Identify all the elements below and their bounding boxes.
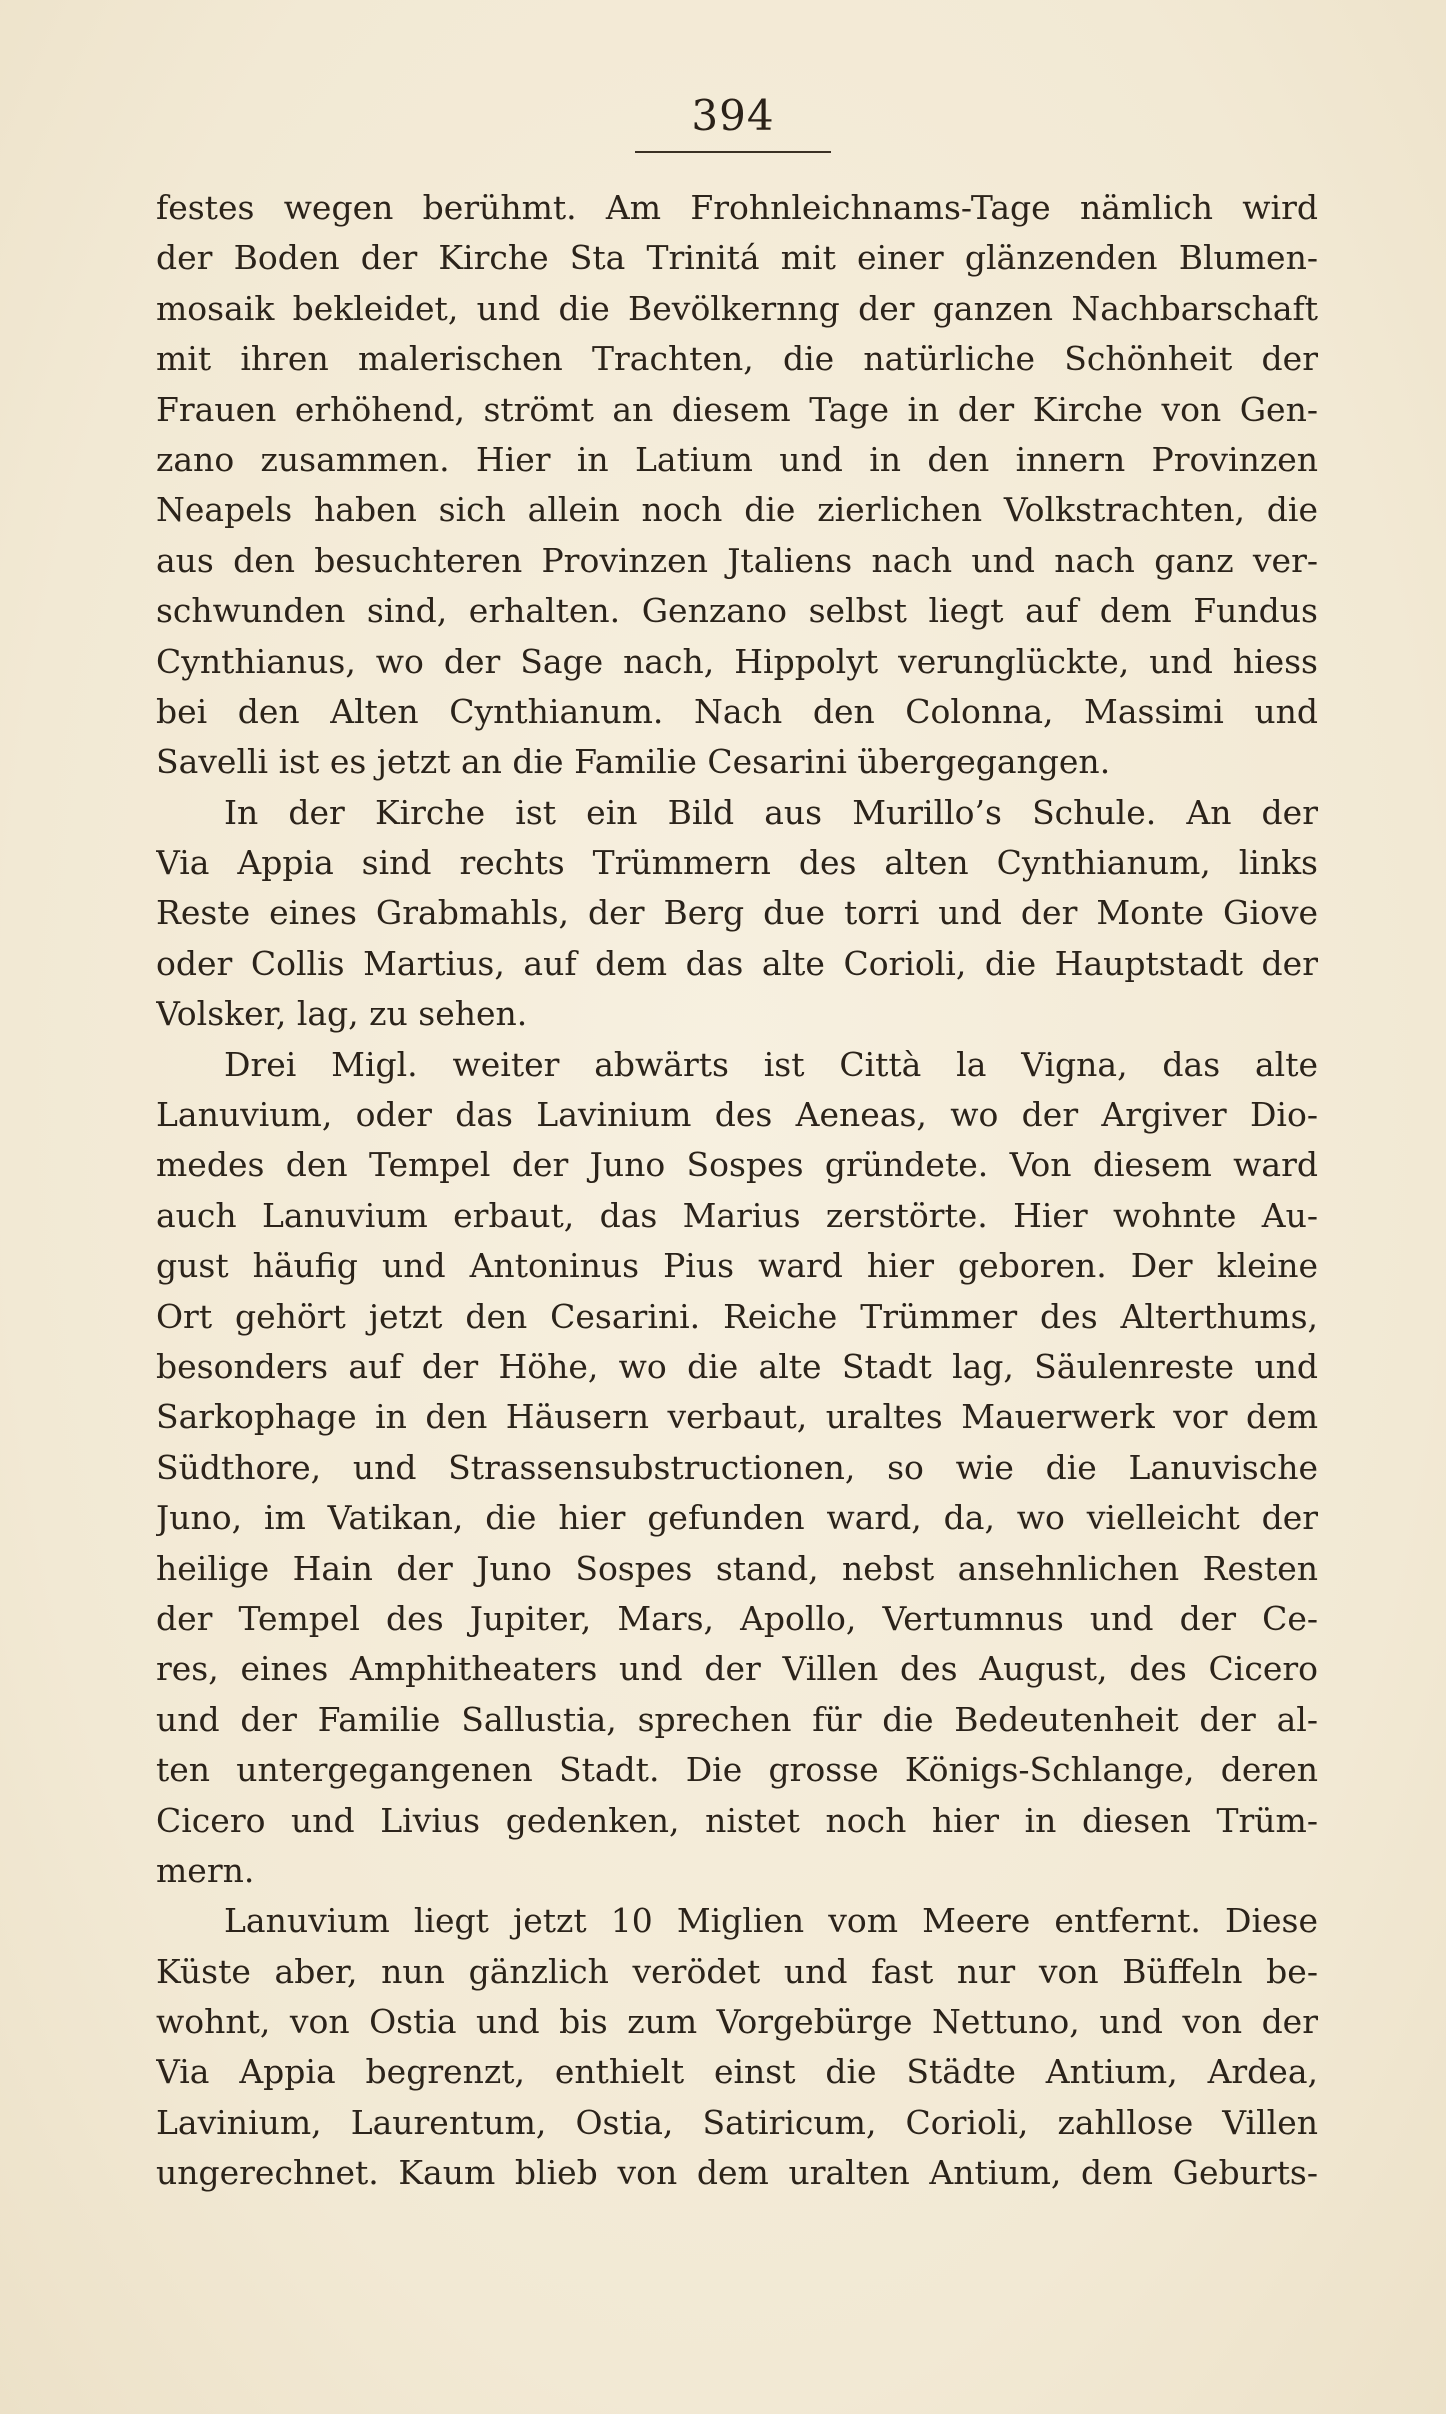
- text-line: ten untergegangenen Stadt. Die grosse Königs-Schlange, deren: [156, 1750, 1318, 1790]
- text-line: Cynthianus, wo der Sage nach, Hippolyt verunglückte, und hiess: [156, 641, 1318, 681]
- text-line: Savelli ist es jetzt an die Familie Cesarini übergegangen.: [156, 742, 1111, 782]
- text-line: mit ihren malerischen Trachten, die natürliche Schönheit der: [156, 339, 1318, 379]
- text-line: der Tempel des Jupiter, Mars, Apollo, Vertumnus und der Ce-: [156, 1598, 1318, 1638]
- text-line: Sarkophage in den Häusern verbaut, uraltes Mauerwerk vor dem: [156, 1397, 1318, 1437]
- text-line: Cicero und Livius gedenken, nistet noch hier in diesen Trüm-: [156, 1800, 1318, 1840]
- text-line: festes wegen berühmt. Am Frohnleichnams-Tage nämlich wird: [156, 188, 1318, 227]
- text-line: aus den besuchteren Provinzen Jtaliens nach und nach ganz ver-: [156, 540, 1318, 580]
- text-line: In der Kirche ist ein Bild aus Murillo’s Schule. An der: [224, 792, 1318, 832]
- text-line: Lavinium, Laurentum, Ostia, Satiricum, Corioli, zahllose Villen: [156, 2102, 1318, 2142]
- text-line: ungerechnet. Kaum blieb von dem uralten Antium, dem Geburts-: [156, 2153, 1318, 2193]
- text-line: Südthore, und Strassensubstructionen, so wie die Lanuvische: [156, 1447, 1318, 1487]
- text-line: oder Collis Martius, auf dem das alte Corioli, die Hauptstadt der: [156, 943, 1318, 983]
- text-line: bei den Alten Cynthianum. Nach den Colonna, Massimi und: [156, 691, 1318, 731]
- text-line: mosaik bekleidet, und die Bevölkernng der ganzen Nachbarschaft: [156, 288, 1318, 328]
- page-number: 394: [691, 91, 775, 140]
- text-line: Reste eines Grabmahls, der Berg due torri und der Monte Giove: [156, 893, 1318, 933]
- text-line: res, eines Amphitheaters und der Villen des August, des Cicero: [156, 1649, 1318, 1689]
- text-line: Via Appia begrenzt, enthielt einst die Städte Antium, Ardea,: [156, 2052, 1318, 2092]
- text-line: heilige Hain der Juno Sospes stand, nebst ansehnlichen Resten: [156, 1548, 1318, 1588]
- text-line: Via Appia sind rechts Trümmern des alten Cynthianum, links: [156, 843, 1318, 883]
- text-line: zano zusammen. Hier in Latium und in den innern Provinzen: [156, 439, 1318, 479]
- text-line: Lanuvium, oder das Lavinium des Aeneas, wo der Argiver Dio-: [156, 1095, 1318, 1135]
- body-text: [156, 183, 1318, 2199]
- text-line: und der Familie Sallustia, sprechen für die Bedeutenheit der al-: [156, 1699, 1318, 1739]
- text-line: Lanuvium liegt jetzt 10 Miglien vom Meere entfernt. Diese: [224, 1901, 1318, 1941]
- text-line: mern.: [156, 1850, 255, 1890]
- text-line: gust häufig und Antoninus Pius ward hier geboren. Der kleine: [156, 1246, 1318, 1286]
- page-header: [633, 88, 833, 158]
- text-line: der Boden der Kirche Sta Trinitá mit einer glänzenden Blumen-: [156, 238, 1318, 278]
- text-line: Juno, im Vatikan, die hier gefunden ward, da, wo vielleicht der: [156, 1498, 1318, 1538]
- text-line: Ort gehört jetzt den Cesarini. Reiche Trümmer des Alterthums,: [156, 1296, 1318, 1336]
- text-line: Küste aber, nun gänzlich verödet und fast nur von Büffeln be-: [156, 1951, 1318, 1991]
- text-line: schwunden sind, erhalten. Genzano selbst liegt auf dem Fundus: [156, 591, 1318, 631]
- text-line: Volsker, lag, zu sehen.: [156, 994, 528, 1034]
- text-line: Drei Migl. weiter abwärts ist Città la Vigna, das alte: [224, 1044, 1318, 1084]
- text-line: Neapels haben sich allein noch die zierlichen Volkstrachten, die: [156, 490, 1318, 530]
- text-line: auch Lanuvium erbaut, das Marius zerstörte. Hier wohnte Au-: [156, 1195, 1318, 1235]
- text-line: Frauen erhöhend, strömt an diesem Tage in der Kirche von Gen-: [156, 389, 1318, 429]
- header-rule: [635, 151, 831, 153]
- text-line: medes den Tempel der Juno Sospes gründete. Von diesem ward: [156, 1145, 1318, 1185]
- text-line: wohnt, von Ostia und bis zum Vorgebürge Nettuno, und von der: [156, 2002, 1318, 2042]
- text-line: besonders auf der Höhe, wo die alte Stadt lag, Säulenreste und: [156, 1346, 1318, 1386]
